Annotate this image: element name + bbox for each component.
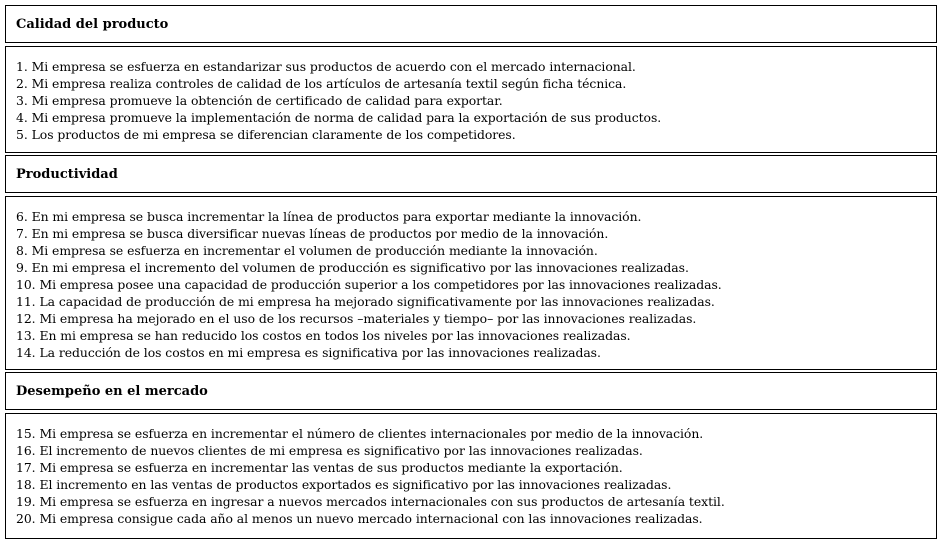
list-item: 6. En mi empresa se busca incrementar la línea de productos para exportar mediante la innovación. [16, 209, 642, 224]
list-item: 4. Mi empresa promueve la implementación de norma de calidad para la exportación de sus productos. [16, 110, 662, 125]
list-item: 12. Mi empresa ha mejorado en el uso de los recursos –materiales y tiempo– por las innovaciones realizadas. [16, 311, 697, 326]
list-item: 10. Mi empresa posee una capacidad de producción superior a los competidores por las innovaciones realizadas. [16, 277, 722, 292]
section-header-calidad-del-producto [5, 5, 937, 43]
list-item: 15. Mi empresa se esfuerza en incrementar el número de clientes internacionales por medio de la innovación. [16, 426, 704, 441]
list-item: 14. La reducción de los costos en mi empresa es significativa por las innovaciones realizadas. [16, 345, 601, 360]
list-item: 17. Mi empresa se esfuerza en incrementar las ventas de sus productos mediante la exportación. [16, 460, 623, 475]
list-item: 3. Mi empresa promueve la obtención de certificado de calidad para exportar. [16, 93, 503, 108]
list-item: 19. Mi empresa se esfuerza en ingresar a nuevos mercados internacionales con sus productos de artesanía textil. [16, 494, 725, 509]
list-item: 9. En mi empresa el incremento del volumen de producción es significativo por las innovaciones realizadas. [16, 260, 689, 275]
list-item: 1. Mi empresa se esfuerza en estandarizar sus productos de acuerdo con el mercado internacional. [16, 59, 636, 74]
list-item: 7. En mi empresa se busca diversificar nuevas líneas de productos por medio de la innovación. [16, 226, 609, 241]
section-body-desempeno-en-el-mercado [5, 413, 937, 539]
list-item: 20. Mi empresa consigue cada año al menos un nuevo mercado internacional con las innovaciones realizadas. [16, 511, 703, 526]
section-body-productividad [5, 196, 937, 370]
list-item: 13. En mi empresa se han reducido los costos en todos los niveles por las innovaciones realizadas. [16, 328, 631, 343]
section-title: Calidad del producto [16, 17, 169, 32]
item-list [16, 58, 661, 143]
section-header-productividad [5, 155, 937, 193]
list-item: 5. Los productos de mi empresa se diferencian claramente de los competidores. [16, 127, 516, 142]
list-item: 11. La capacidad de producción de mi empresa ha mejorado significativamente por las innovaciones realizadas. [16, 294, 715, 309]
section-body-calidad-del-producto [5, 46, 937, 153]
item-list [16, 208, 722, 361]
section-header-desempeno-en-el-mercado [5, 372, 937, 410]
section-title: Productividad [16, 167, 118, 182]
section-title: Desempeño en el mercado [16, 384, 208, 399]
list-item: 8. Mi empresa se esfuerza en incrementar el volumen de producción mediante la innovación. [16, 243, 598, 258]
list-item: 18. El incremento en las ventas de productos exportados es significativo por las innovaciones realizadas. [16, 477, 672, 492]
item-list [16, 425, 725, 527]
list-item: 2. Mi empresa realiza controles de calidad de los artículos de artesanía textil según ficha técnica. [16, 76, 627, 91]
list-item: 16. El incremento de nuevos clientes de mi empresa es significativo por las innovaciones realizadas. [16, 443, 643, 458]
